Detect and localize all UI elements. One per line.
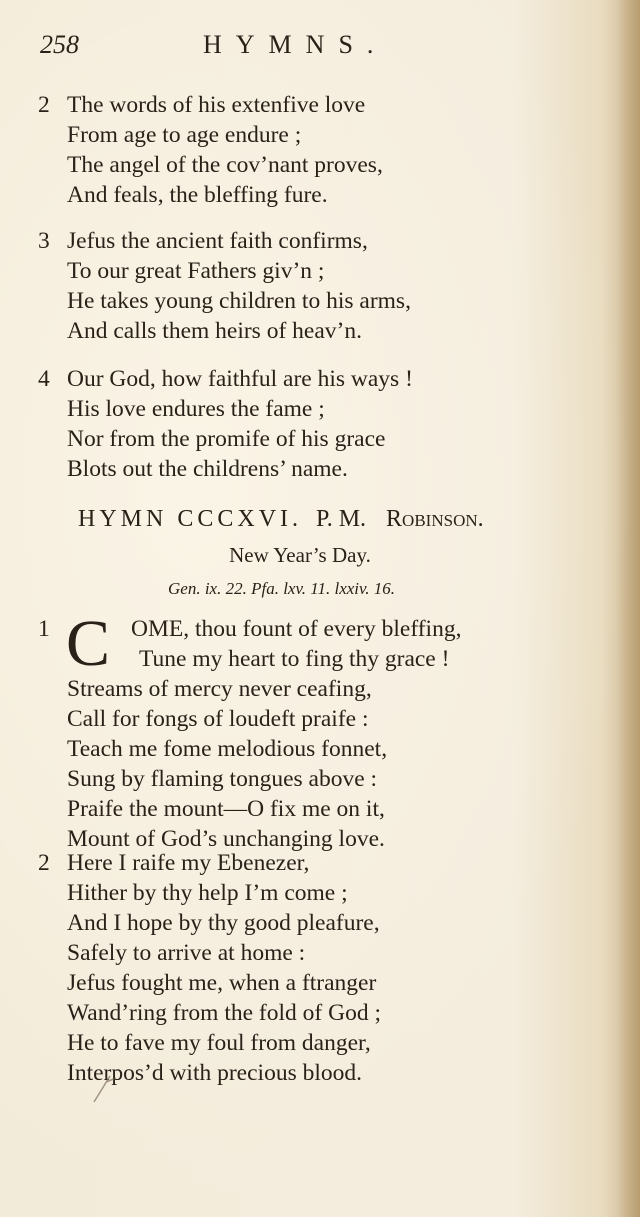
hymn-number: HYMN CCCXVI. <box>78 506 303 532</box>
stanza-number: 1 <box>38 616 50 642</box>
verse-line: Blots out the childrens’ name. <box>67 456 348 482</box>
hymn-author: Robinson. <box>386 506 484 532</box>
stanza-number: 2 <box>38 92 50 118</box>
running-head: HYMNS. <box>203 30 388 59</box>
hymn-stanza-1 <box>38 614 461 854</box>
verse-line: His love endures the fame ; <box>67 396 325 422</box>
verse-line: Jefus the ancient faith confirms, <box>67 228 368 254</box>
page-number: 258 <box>40 30 79 59</box>
verse-line: Streams of mercy never ceafing, <box>67 676 372 702</box>
hymn-title <box>78 506 484 533</box>
page-edge-shadow <box>616 0 640 1217</box>
drop-cap: C <box>66 607 111 680</box>
verse-line: The angel of the cov’nant proves, <box>67 152 383 178</box>
hymn-occasion: New Year’s Day. <box>229 543 371 567</box>
verse-line: Jefus fought me, when a ftranger <box>67 970 377 996</box>
stanza-number: 3 <box>38 228 50 254</box>
page-header <box>40 30 440 70</box>
hymn-stanza-2 <box>38 848 381 1088</box>
verse-line: Call for fongs of loudeft praife : <box>67 706 369 732</box>
verse-line: Teach me fome melodious fonnet, <box>67 736 388 762</box>
stanza-number: 4 <box>38 366 50 392</box>
prev-stanza-4 <box>38 364 413 484</box>
verse-line: He to fave my foul from danger, <box>67 1030 371 1056</box>
verse-line: And I hope by thy good pleafure, <box>67 910 380 936</box>
verse-line: Sung by flaming tongues above : <box>67 766 378 792</box>
prev-stanza-3 <box>38 226 411 346</box>
verse-line: Nor from the promife of his grace <box>67 426 386 452</box>
verse-line: Praife the mount—O fix me on it, <box>67 796 385 822</box>
ink-mark <box>88 1068 128 1108</box>
verse-line: From age to age endure ; <box>67 122 302 148</box>
verse-line: And feals, the bleffing fure. <box>67 182 328 208</box>
verse-line: He takes young children to his arms, <box>67 288 411 314</box>
verse-line: Safely to arrive at home : <box>67 940 306 966</box>
verse-line: Tune my heart to fing thy grace ! <box>139 646 450 672</box>
prev-stanza-2 <box>38 90 383 210</box>
verse-line: Hither by thy help I’m come ; <box>67 880 348 906</box>
hymn-meter: P. M. <box>316 506 367 532</box>
stanza-number: 2 <box>38 850 50 876</box>
verse-line: To our great Fathers giv’n ; <box>67 258 325 284</box>
verse-line: The words of his extenfive love <box>67 92 366 118</box>
verse-line: Our God, how faithful are his ways ! <box>67 366 413 392</box>
verse-line: Mount of God’s unchanging love. <box>67 826 385 852</box>
scripture-reference: Gen. ix. 22. Pfa. lxv. 11. lxxiv. 16. <box>168 579 396 598</box>
verse-line: OME, thou fount of every bleffing, <box>131 616 462 642</box>
verse-line: Interpos’d with precious blood. <box>67 1060 363 1086</box>
verse-line: Here I raife my Ebenezer, <box>67 850 310 876</box>
verse-line: And calls them heirs of heav’n. <box>67 318 362 344</box>
verse-line: Wand’ring from the fold of God ; <box>67 1000 381 1026</box>
